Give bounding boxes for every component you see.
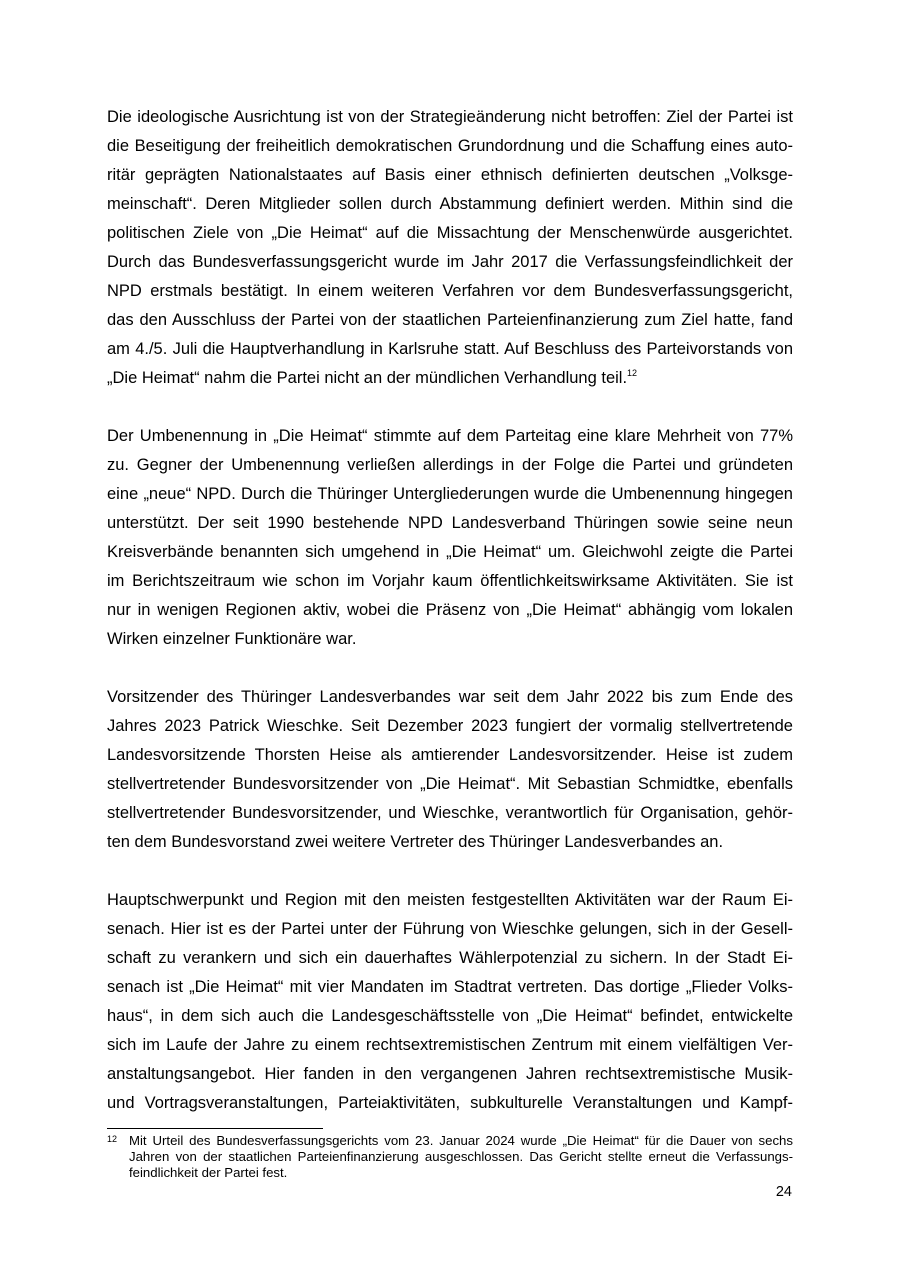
- paragraph-1-line: die Beseitigung der freiheitlich demokratischen Grundordnung und die Schaffung eines auto-: [107, 137, 793, 155]
- paragraph-1-last-line: [107, 368, 793, 388]
- paragraph-1-line: politischen Ziele von „Die Heimat“ auf die Missachtung der Menschenwürde ausgerichtet.: [107, 224, 793, 242]
- footnote-separator: [107, 1128, 323, 1129]
- paragraph-3-line: stellvertretender Bundesvorsitzender von „Die Heimat“. Mit Sebastian Schmidtke, ebenfalls: [107, 775, 793, 793]
- footnote-line: Jahren von der staatlichen Parteienfinanzierung ausgeschlossen. Das Gericht stellte erneut die Verfassungs-: [129, 1149, 793, 1164]
- paragraph-1-line: ritär geprägten Nationalstaates auf Basis einer ethnisch definierten deutschen „Volksge-: [107, 166, 793, 184]
- paragraph-4-line: sich im Laufe der Jahre zu einem rechtsextremistischen Zentrum mit einem vielfältigen Ver-: [107, 1036, 793, 1054]
- page-number: 24: [775, 1184, 792, 1200]
- paragraph-2-line: eine „neue“ NPD. Durch die Thüringer Untergliederungen wurde die Umbenennung hingegen: [107, 485, 793, 503]
- paragraph-3-line: ten dem Bundesvorstand zwei weitere Vertreter des Thüringer Landesverbandes an.: [107, 833, 724, 851]
- paragraph-3-line: Landesvorsitzende Thorsten Heise als amtierender Landesvorsitzender. Heise ist zudem: [107, 746, 793, 764]
- paragraph-4-line: senach ist „Die Heimat“ mit vier Mandaten im Stadtrat vertreten. Das dortige „Flieder Volks-: [107, 978, 793, 996]
- paragraph-4-line: Hauptschwerpunkt und Region mit den meisten festgestellten Aktivitäten war der Raum Ei-: [107, 891, 793, 909]
- footnote-line: Mit Urteil des Bundesverfassungsgerichts vom 23. Januar 2024 wurde „Die Heimat“ für die Dauer von sechs: [129, 1133, 793, 1148]
- paragraph-4-line: schaft zu verankern und sich ein dauerhaftes Wählerpotenzial zu sichern. In der Stadt Ei-: [107, 949, 793, 967]
- paragraph-3-line: Vorsitzender des Thüringer Landesverbandes war seit dem Jahr 2022 bis zum Ende des: [107, 688, 793, 706]
- paragraph-1-line: am 4./5. Juli die Hauptverhandlung in Karlsruhe statt. Auf Beschluss des Parteivorstands von: [107, 340, 793, 358]
- paragraph-3-line: Jahres 2023 Patrick Wieschke. Seit Dezember 2023 fungiert der vormalig stellvertretende: [107, 717, 793, 735]
- paragraph-2-line: im Berichtszeitraum wie schon im Vorjahr kaum öffentlichkeitswirksame Aktivitäten. Sie ist: [107, 572, 793, 590]
- footnote-number: 12: [107, 1134, 118, 1144]
- paragraph-1-line: „Die Heimat“ nahm die Partei nicht an der mündlichen Verhandlung teil.: [107, 369, 628, 387]
- footnote-reference[interactable]: 12: [627, 368, 638, 378]
- footnote-line: feindlichkeit der Partei fest.: [129, 1165, 288, 1180]
- paragraph-1-line: Durch das Bundesverfassungsgericht wurde im Jahr 2017 die Verfassungsfeindlichkeit der: [107, 253, 793, 271]
- paragraph-1-line: das den Ausschluss der Partei von der staatlichen Parteienfinanzierung zum Ziel hatte, fand: [107, 311, 793, 329]
- paragraph-2-line: Kreisverbände benannten sich umgehend in „Die Heimat“ um. Gleichwohl zeigte die Partei: [107, 543, 793, 561]
- paragraph-1-line: NPD erstmals bestätigt. In einem weiteren Verfahren vor dem Bundesverfassungsgericht,: [107, 282, 793, 300]
- paragraph-4-line: senach. Hier ist es der Partei unter der Führung von Wieschke gelungen, sich in der Gesell-: [107, 920, 793, 938]
- paragraph-2-line: Der Umbenennung in „Die Heimat“ stimmte auf dem Parteitag eine klare Mehrheit von 77%: [107, 427, 793, 445]
- paragraph-4-line: anstaltungsangebot. Hier fanden in den vergangenen Jahren rechtsextremistische Musik-: [107, 1065, 793, 1083]
- paragraph-2-line: zu. Gegner der Umbenennung verließen allerdings in der Folge die Partei und gründeten: [107, 456, 793, 474]
- paragraph-3-line: stellvertretender Bundesvorsitzender, und Wieschke, verantwortlich für Organisation, gehör-: [107, 804, 793, 822]
- paragraph-2-line: nur in wenigen Regionen aktiv, wobei die Präsenz von „Die Heimat“ abhängig vom lokalen: [107, 601, 793, 619]
- paragraph-4-line: und Vortragsveranstaltungen, Parteiaktivitäten, subkulturelle Veranstaltungen und Kampf-: [107, 1094, 793, 1112]
- paragraph-1-line: meinschaft“. Deren Mitglieder sollen durch Abstammung definiert werden. Mithin sind die: [107, 195, 793, 213]
- paragraph-2-line: unterstützt. Der seit 1990 bestehende NPD Landesverband Thüringen sowie seine neun: [107, 514, 793, 532]
- paragraph-2-line: Wirken einzelner Funktionäre war.: [107, 630, 357, 648]
- paragraph-1-line: Die ideologische Ausrichtung ist von der Strategieänderung nicht betroffen: Ziel der Partei ist: [107, 108, 793, 126]
- paragraph-4-line: haus“, in dem sich auch die Landesgeschäftsstelle von „Die Heimat“ befindet, entwickelte: [107, 1007, 793, 1025]
